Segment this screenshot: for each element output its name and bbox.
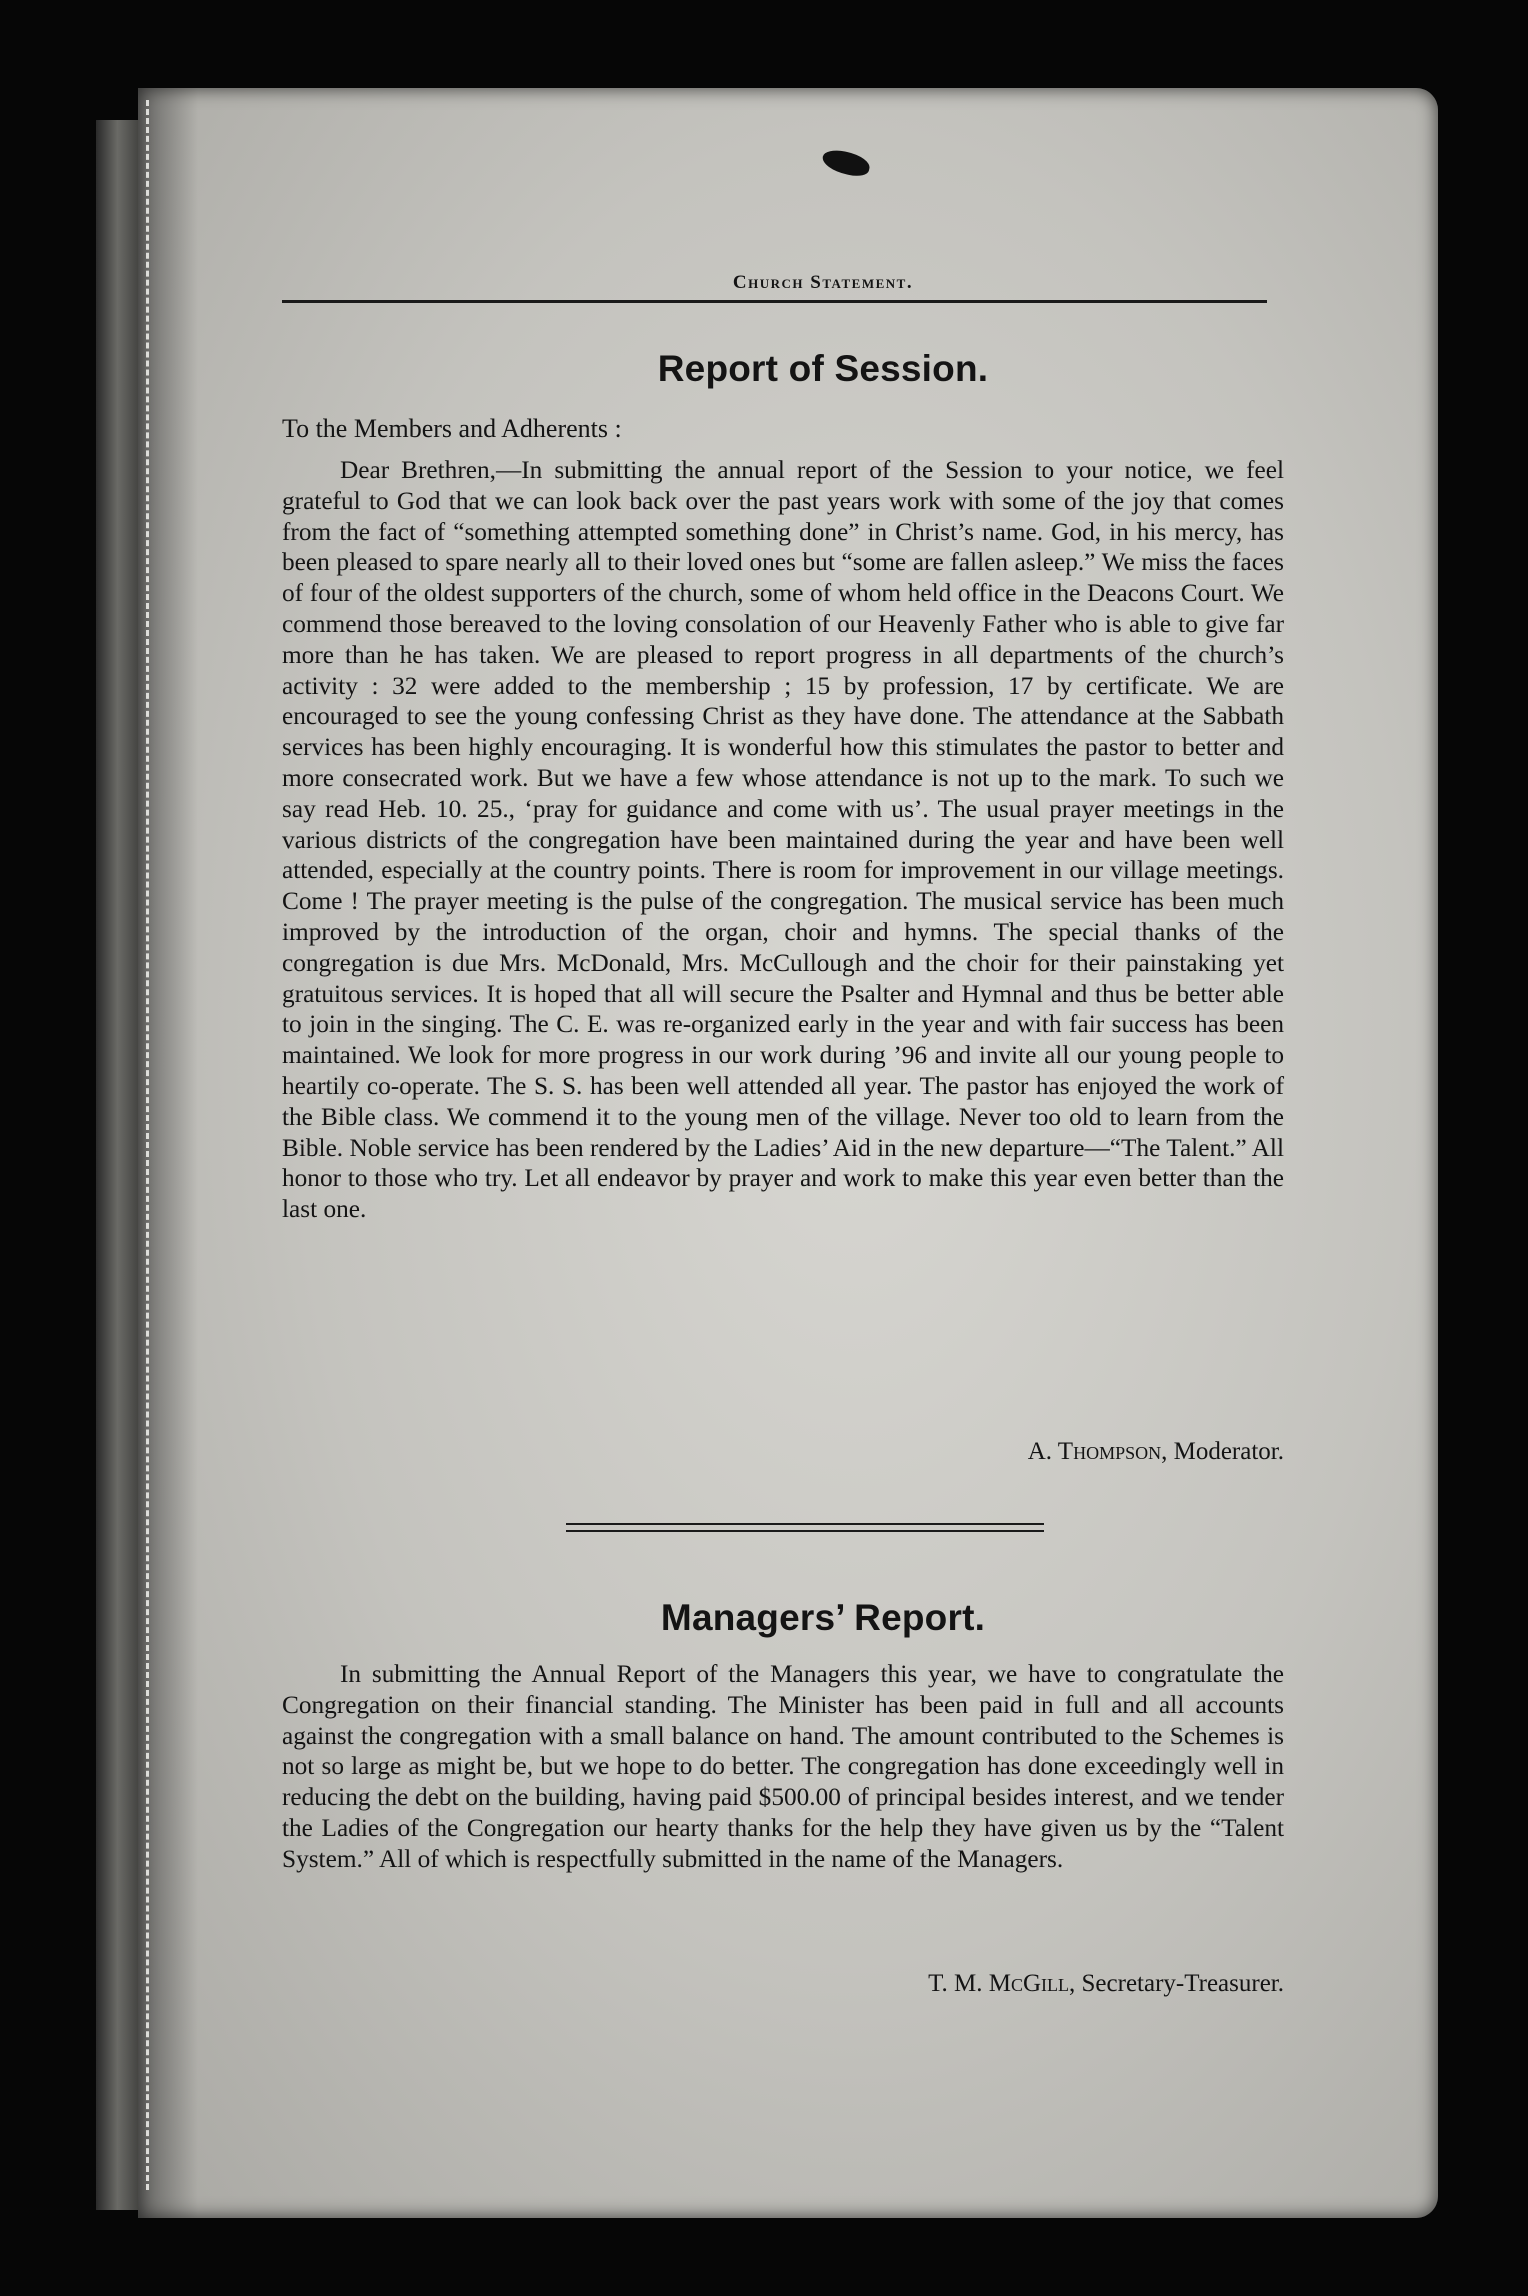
managers-signature bbox=[282, 1970, 1339, 1998]
managers-signer-role: , Secretary-Treasurer. bbox=[1069, 1970, 1284, 1997]
session-report-title: Report of Session. bbox=[657, 348, 989, 389]
session-signer-name: A. Thompson bbox=[1027, 1438, 1162, 1465]
header-rule bbox=[282, 300, 1267, 303]
managers-report-body: In submitting the Annual Report of the Managers this year, we have to congratulate the Congregation on their financial standing. The Minister has been paid in full and all accounts against the congregation with a small balance on hand. The amount contributed to the Schemes is not so large as might be, but we hope to do better. The congregation has done exceedingly well in reducing the debt on the building, having paid $500.00 of principal besides interest, and we tender the Ladies of the Congregation our hearty thanks for the help they have given us by the “Talent System.” All of which is respectfully submitted in the name of the Managers. bbox=[282, 1660, 1284, 1873]
book-spine bbox=[96, 120, 144, 2210]
binding-stitches bbox=[146, 100, 149, 2190]
section-divider bbox=[566, 1523, 1044, 1532]
managers-signer-name: T. M. McGill bbox=[928, 1970, 1070, 1997]
session-signer-role: , Moderator. bbox=[1161, 1438, 1284, 1465]
running-head: Church Statement. bbox=[732, 272, 914, 293]
session-signature bbox=[282, 1438, 1342, 1466]
session-report-body: Dear Brethren,—In submitting the annual report of the Session to your notice, we feel grateful to God that we can look back over the past years work with some of the joy that comes from the fact of “something attempted something done” in Christ’s name. God, in his mercy, has been pleased to spare nearly all to their loved ones but “some are fallen asleep.” We miss the faces of four of the oldest supporters of the church, some of whom held office in the Deacons Court. We commend those bereaved to the loving consolation of our Heavenly Father who is able to give far more than he has taken. We are pleased to report progress in all departments of the church’s activity : 32 were added to the membership ; 15 by profession, 17 by certificate. We are encouraged to see the young confessing Christ as they have done. The attendance at the Sabbath services has been highly encouraging. It is wonderful how this stimulates the pastor to better and more consecrated work. But we have a few whose attendance is not up to the mark. To such we say read Heb. 10. 25., ‘pray for guidance and come with us’. The usual prayer meetings in the various districts of the congregation have been maintained during the year and have been well attended, especially at the country points. There is room for improvement in our village meetings. Come ! The prayer meeting is the pulse of the congregation. The musical service has been much improved by the introduction of the organ, choir and hymns. The special thanks of the congregation is due Mrs. McDonald, Mrs. McCullough and the choir for their painstaking yet gratuitous services. It is hoped that all will secure the Psalter and Hymnal and thus be better able to join in the singing. The C. E. was re-organized early in the year and with fair success has been maintained. We look for more progress in our work during ’96 and invite all our young people to heartily co-operate. The S. S. has been well attended all year. The pastor has enjoyed the work of the Bible class. We commend it to the young men of the village. Never too old to learn from the Bible. Noble service has been rendered by the Ladies’ Aid in the new departure—“The Talent.” All honor to those who try. Let all endeavor by prayer and work to make this year even better than the last one. bbox=[282, 456, 1284, 1224]
managers-report-title: Managers’ Report. bbox=[660, 1597, 986, 1638]
session-salutation: To the Members and Adherents : bbox=[282, 414, 622, 443]
